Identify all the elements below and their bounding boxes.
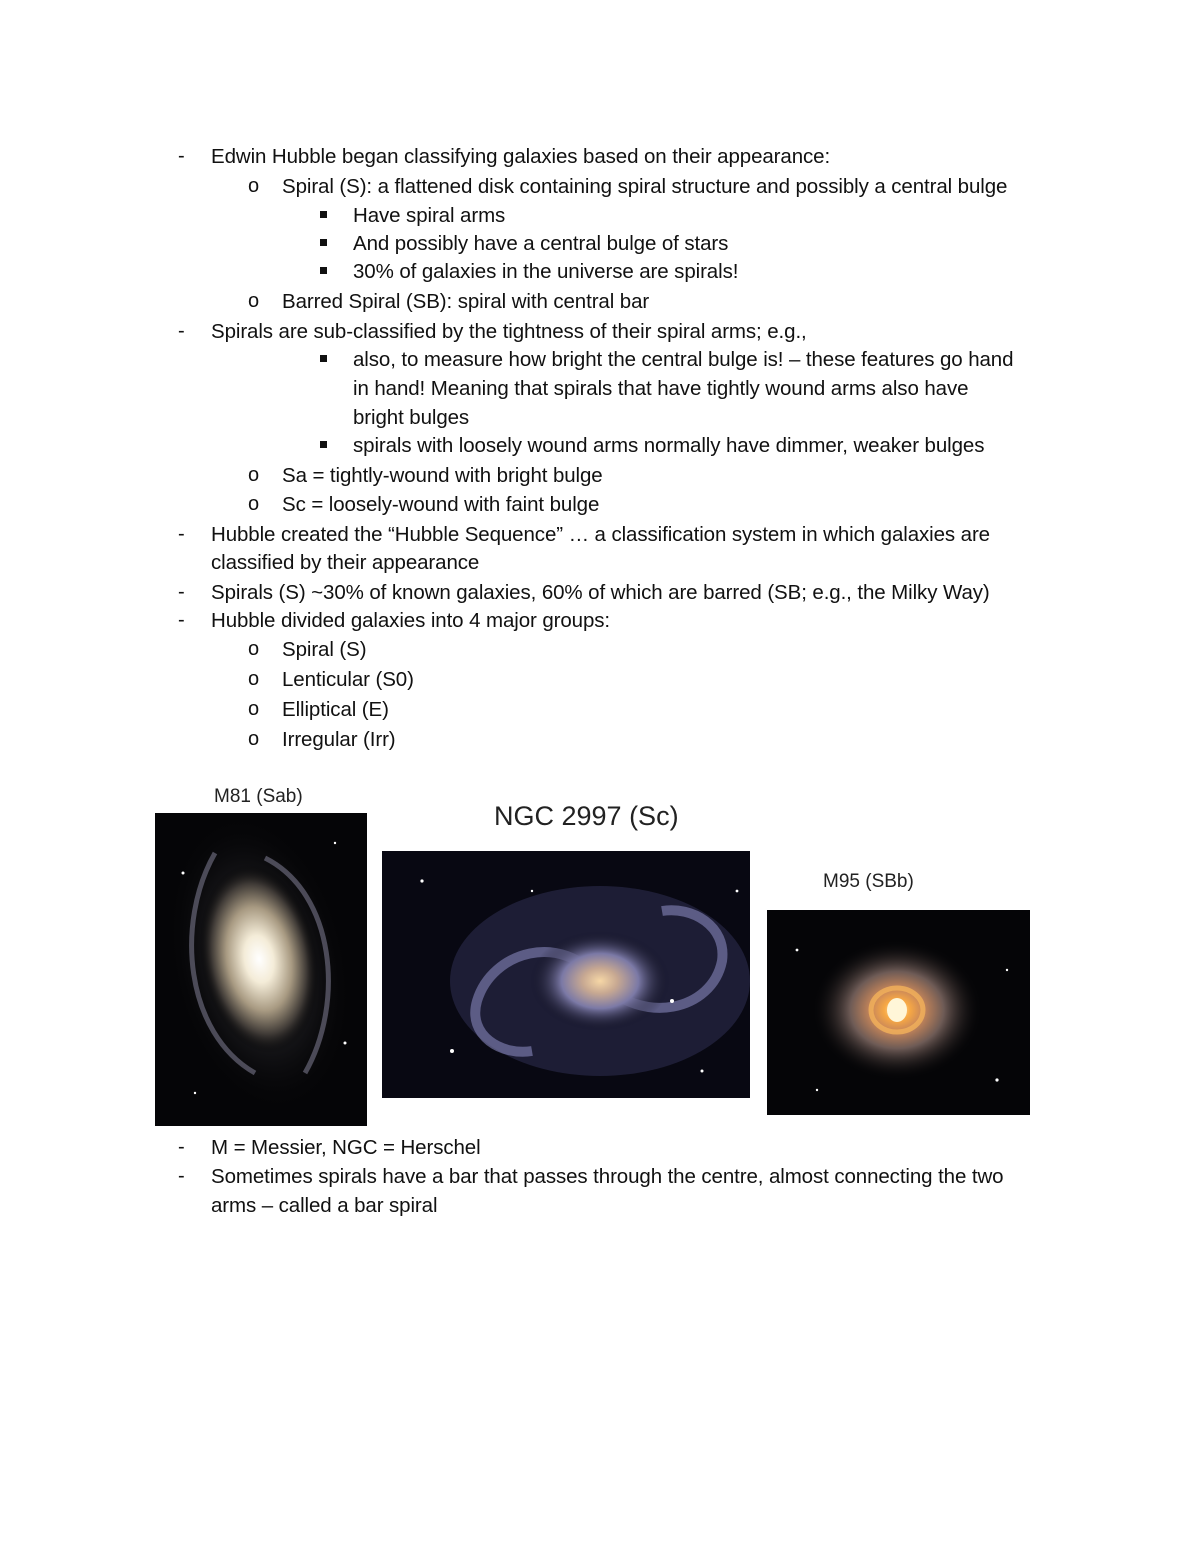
text-line: bright bulges	[353, 406, 470, 429]
text-line: Spirals are sub-classified by the tightness of their spiral arms; e.g.,	[211, 320, 807, 343]
text-line: Spiral (S): a flattened disk containing spiral structure and possibly a central bulge	[282, 175, 1008, 198]
text-line: classified by their appearance	[211, 551, 480, 574]
text-line: spirals with loosely wound arms normally have dimmer, weaker bulges	[353, 434, 985, 457]
square-bullet	[320, 267, 327, 274]
square-bullet	[320, 211, 327, 218]
circle-bullet: o	[248, 728, 260, 750]
text-line: Spiral (S)	[282, 638, 367, 661]
m95-caption: M95 (SBb)	[823, 871, 914, 892]
square-bullet	[320, 355, 327, 362]
dash-bullet: -	[178, 1136, 185, 1158]
m95-galaxy-image	[767, 910, 1030, 1115]
text-line: Sometimes spirals have a bar that passes through the centre, almost connecting the two	[211, 1165, 1004, 1188]
text-line: Sa = tightly-wound with bright bulge	[282, 464, 603, 487]
text-line: Elliptical (E)	[282, 698, 389, 721]
text-line: arms – called a bar spiral	[211, 1194, 438, 1217]
text-line: Sc = loosely-wound with faint bulge	[282, 493, 600, 516]
circle-bullet: o	[248, 493, 260, 515]
circle-bullet: o	[248, 668, 260, 690]
text-line: Have spiral arms	[353, 204, 506, 227]
ngc2997-caption: NGC 2997 (Sc)	[494, 801, 679, 831]
circle-bullet: o	[248, 638, 260, 660]
text-line: Hubble divided galaxies into 4 major groups:	[211, 609, 611, 632]
dash-bullet: -	[178, 1165, 185, 1187]
square-bullet	[320, 239, 327, 246]
text-line: Barred Spiral (SB): spiral with central bar	[282, 290, 650, 313]
m81-caption: M81 (Sab)	[214, 786, 303, 807]
text-line: Hubble created the “Hubble Sequence” … a classification system in which galaxies are	[211, 523, 990, 546]
dash-bullet: -	[178, 523, 185, 545]
dash-bullet: -	[178, 145, 185, 167]
dash-bullet: -	[178, 609, 185, 631]
circle-bullet: o	[248, 464, 260, 486]
circle-bullet: o	[248, 698, 260, 720]
text-line: also, to measure how bright the central bulge is! – these features go hand	[353, 348, 1014, 371]
circle-bullet: o	[248, 290, 260, 312]
ngc2997-galaxy-image	[382, 851, 750, 1098]
square-bullet	[320, 441, 327, 448]
text-line: And possibly have a central bulge of stars	[353, 232, 729, 255]
text-line: in hand! Meaning that spirals that have tightly wound arms also have	[353, 377, 969, 400]
text-line: Irregular (Irr)	[282, 728, 396, 751]
text-line: 30% of galaxies in the universe are spirals!	[353, 260, 739, 283]
dash-bullet: -	[178, 320, 185, 342]
text-line: Lenticular (S0)	[282, 668, 414, 691]
m81-galaxy-image	[155, 813, 367, 1126]
text-line: Edwin Hubble began classifying galaxies based on their appearance:	[211, 145, 831, 168]
text-line: Spirals (S) ~30% of known galaxies, 60% of which are barred (SB; e.g., the Milky Way)	[211, 581, 990, 604]
text-line: M = Messier, NGC = Herschel	[211, 1136, 481, 1159]
circle-bullet: o	[248, 175, 260, 197]
dash-bullet: -	[178, 581, 185, 603]
